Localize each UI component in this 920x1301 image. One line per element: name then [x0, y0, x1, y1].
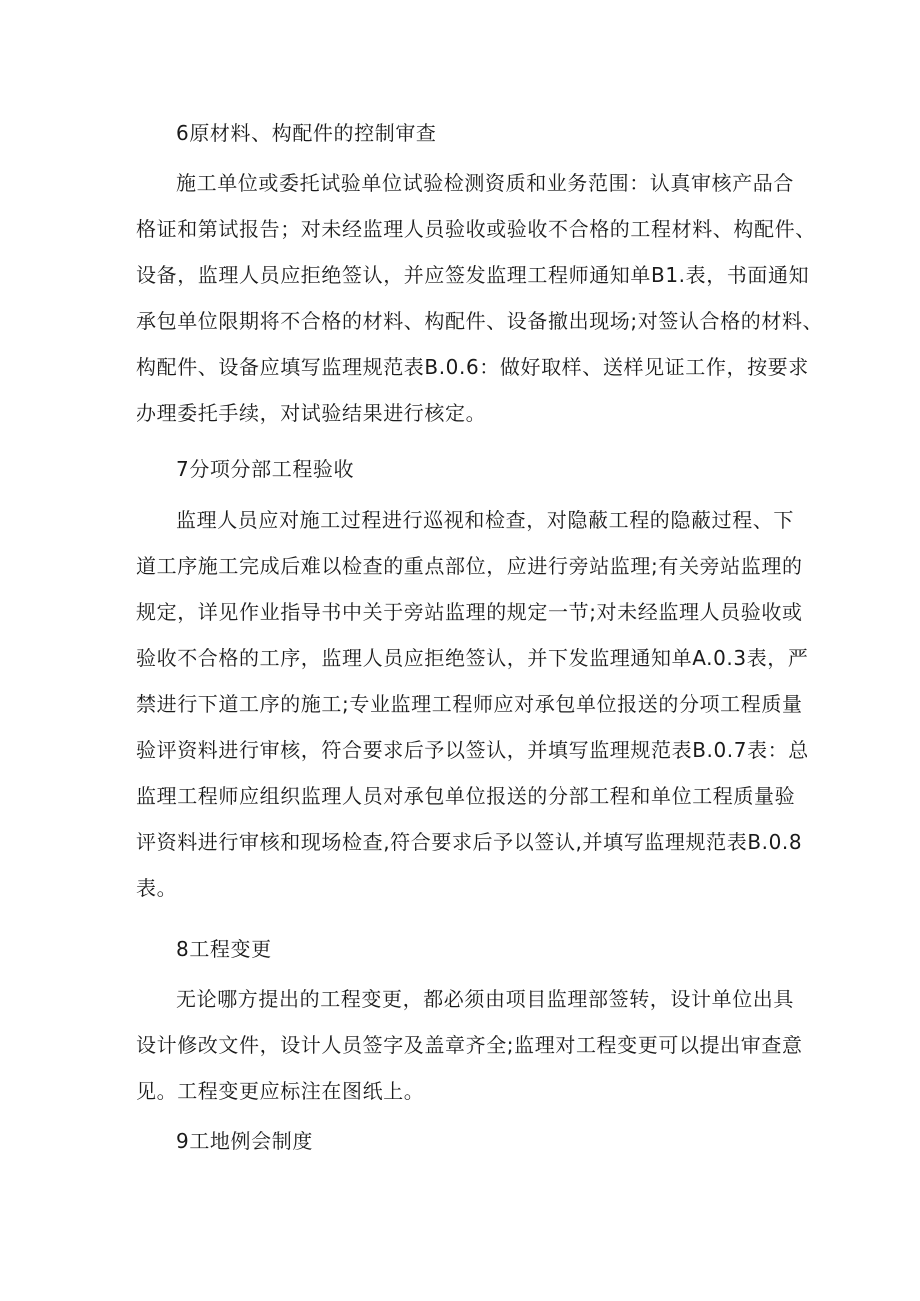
paragraph-line: 承包单位限期将不合格的材料、构配件、设备撤出现场;对签认合格的材料、 — [136, 309, 824, 333]
section-7-heading: 7分项分部工程验收 — [176, 457, 355, 481]
paragraph-line: 办理委托手续，对试验结果进行核定。 — [136, 401, 487, 425]
paragraph-line: 验评资料进行审核，符合要求后予以签认，并填写监理规范表B.0.7表：总 — [136, 738, 809, 762]
section-7-paragraph — [136, 497, 809, 911]
section-8-heading: 8工程变更 — [176, 937, 272, 961]
section-6-heading: 6原材料、构配件的控制审查 — [176, 121, 437, 145]
paragraph-line: 格证和第试报告；对未经监理人员验收或验收不合格的工程材料、构配件、 — [136, 217, 816, 241]
paragraph-line: 构配件、设备应填写监理规范表B.0.6：做好取样、送样见证工作，按要求 — [136, 355, 809, 379]
section-9-heading: 9工地例会制度 — [176, 1129, 313, 1153]
paragraph-line: 无论哪方提出的工程变更，都必须由项目监理部签转，设计单位出具 — [176, 987, 794, 1011]
paragraph-line: 施工单位或委托试验单位试验检测资质和业务范围：认真审核产品合 — [176, 171, 794, 195]
paragraph-line: 禁进行下道工序的施工;专业监理工程师应对承包单位报送的分项工程质量 — [136, 692, 803, 716]
section-6-paragraph — [136, 160, 824, 436]
paragraph-line: 评资料进行审核和现场检查,符合要求后予以签认,并填写监理规范表B.0.8 — [136, 830, 803, 854]
paragraph-line: 设计修改文件，设计人员签字及盖章齐全;监理对工程变更可以提出审查意 — [136, 1033, 803, 1057]
paragraph-line: 见。工程变更应标注在图纸上。 — [136, 1079, 425, 1103]
section-8-paragraph — [136, 976, 803, 1114]
paragraph-line: 设备，监理人员应拒绝签认，并应签发监理工程师通知单B1.表，书面通知 — [136, 263, 810, 287]
paragraph-line: 监理人员应对施工过程进行巡视和检查，对隐蔽工程的隐蔽过程、下 — [176, 508, 794, 532]
paragraph-line: 规定，详见作业指导书中关于旁站监理的规定一节;对未经监理人员验收或 — [136, 600, 803, 624]
paragraph-line: 监理工程师应组织监理人员对承包单位报送的分部工程和单位工程质量验 — [136, 784, 796, 808]
paragraph-line: 道工序施工完成后难以检查的重点部位，应进行旁站监理;有关旁站监理的 — [136, 554, 803, 578]
paragraph-line: 表。 — [136, 876, 178, 900]
paragraph-line: 验收不合格的工序，监理人员应拒绝签认，并下发监理通知单A.0.3表，严 — [136, 646, 809, 670]
